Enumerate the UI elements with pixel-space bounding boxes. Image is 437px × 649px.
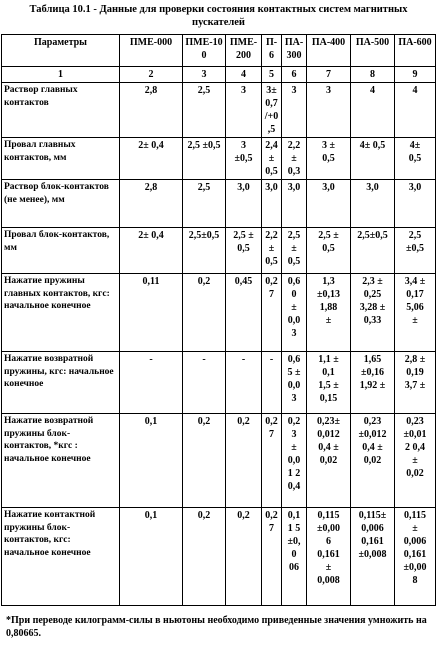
value-cell: 3,0 [395,180,436,228]
header-model: П-6 [262,35,282,67]
value-cell: 1,1 ± 0,1 1,5 ± 0,15 [307,352,351,414]
value-cell: 3 ± 0,5 [307,138,351,180]
table-row [2,83,436,138]
value-cell: 0,115± 0,006 0,161 ±0,008 [351,508,395,606]
value-cell: 0,2 7 [262,274,282,352]
column-number: 8 [351,67,395,83]
value-cell: 2,3 ± 0,25 3,28 ± 0,33 [351,274,395,352]
value-cell: 3,0 [226,180,262,228]
table-row [2,274,436,352]
column-number: 3 [183,67,226,83]
value-cell: 2,5 ± 0,5 [282,228,307,274]
value-cell: 2,5 ±0,5 [395,228,436,274]
value-cell: 2,5 ± 0,5 [226,228,262,274]
parameter-name: Раствор главных контактов [2,83,120,138]
table-caption: Таблица 10.1 - Данные для проверки состояния контактных систем магнитных пускателей [29,4,408,28]
value-cell: 0,2 [183,508,226,606]
header-parameters: Параметры [2,35,120,67]
value-cell: 2,8 [120,180,183,228]
footnote: *При переводе килограмм-силы в ньютоны необходимо приведенные значения умножить на 0,80665. [6,615,427,639]
value-cell: 2± 0,4 [120,138,183,180]
value-cell: 3,0 [351,180,395,228]
value-cell: - [183,352,226,414]
value-cell: 0,45 [226,274,262,352]
value-cell: 0,1 [120,414,183,508]
value-cell: 0,115 ± 0,006 0,161 ±0,00 8 [395,508,436,606]
value-cell: 2,5 [183,83,226,138]
contact-data-table [1,34,436,606]
header-row [2,35,436,67]
value-cell: 2,5±0,5 [351,228,395,274]
value-cell: 3±0,7/+0,5 [262,83,282,138]
value-cell: 0,2 [183,414,226,508]
column-number: 6 [282,67,307,83]
value-cell: 0,6 0 ± 0,0 3 [282,274,307,352]
value-cell: 2,2 ± 0,3 [282,138,307,180]
value-cell: 3,0 [262,180,282,228]
value-cell: 4 [351,83,395,138]
value-cell: 3 [282,83,307,138]
value-cell: 2,5 ± 0,5 [307,228,351,274]
value-cell: 0,1 [120,508,183,606]
value-cell: 3 ±0,5 [226,138,262,180]
value-cell: 2,8 [120,83,183,138]
value-cell: 0,11 [120,274,183,352]
value-cell: 4± 0,5 [351,138,395,180]
value-cell: 3 [307,83,351,138]
column-number: 1 [2,67,120,83]
value-cell: 3,0 [282,180,307,228]
value-cell: 1,65 ±0,16 1,92 ± [351,352,395,414]
value-cell: 4± 0,5 [395,138,436,180]
value-cell: 1,3 ±0,13 1,88 ± [307,274,351,352]
value-cell: - [226,352,262,414]
value-cell: 0,6 5 ± 0,0 3 [282,352,307,414]
value-cell: 0,2 7 [262,508,282,606]
table-row [2,414,436,508]
table-row [2,180,436,228]
header-model: ПА-300 [282,35,307,67]
value-cell: - [120,352,183,414]
value-cell: 2,8 ± 0,19 3,7 ± [395,352,436,414]
header-model: ПА-600 [395,35,436,67]
value-cell: 2,4 ± 0,5 [262,138,282,180]
table-row [2,138,436,180]
header-model: ПМЕ-100 [183,35,226,67]
value-cell: - [262,352,282,414]
parameter-name: Раствор блок-контактов (не менее), мм [2,180,120,228]
column-number: 7 [307,67,351,83]
header-model: ПА-500 [351,35,395,67]
parameter-name: Провал блок-контактов, мм [2,228,120,274]
value-cell: 0,2 [226,508,262,606]
value-cell: 2,2 ± 0,5 [262,228,282,274]
value-cell: 3,0 [307,180,351,228]
header-model: ПМЕ-200 [226,35,262,67]
column-number: 2 [120,67,183,83]
value-cell: 3 [226,83,262,138]
value-cell: 0,2 [226,414,262,508]
value-cell: 0,1 1 5 ±0, 0 06 [282,508,307,606]
table-row [2,508,436,606]
parameter-name: Нажатие контактной пружины блок-контактов, кгс: начальное конечное [2,508,120,606]
parameter-name: Нажатие возвратной пружины, кгс: начальное конечное [2,352,120,414]
value-cell: 3,4 ± 0,17 5,06 ± [395,274,436,352]
column-number: 9 [395,67,436,83]
value-cell: 2± 0,4 [120,228,183,274]
value-cell: 0,23 ±0,01 2 0,4 ± 0,02 [395,414,436,508]
value-cell: 2,5 [183,180,226,228]
value-cell: 2,5±0,5 [183,228,226,274]
value-cell: 0,23 ±0,012 0,4 ± 0,02 [351,414,395,508]
header-model: ПА-400 [307,35,351,67]
value-cell: 0,23± 0,012 0,4 ± 0,02 [307,414,351,508]
column-number: 5 [262,67,282,83]
value-cell: 4 [395,83,436,138]
value-cell: 2,5 ±0,5 [183,138,226,180]
header-model: ПМЕ-000 [120,35,183,67]
parameter-name: Нажатие возвратной пружины блок- контактов, *кгс : начальное конечное [2,414,120,508]
parameter-name: Нажатие пружины главных контактов, кгс: начальное конечное [2,274,120,352]
parameter-name: Провал главных контактов, мм [2,138,120,180]
column-number-row [2,67,436,83]
table-row [2,228,436,274]
value-cell: 0,2 3 ± 0,0 1 2 0,4 [282,414,307,508]
column-number: 4 [226,67,262,83]
value-cell: 0,115 ±0,00 6 0,161 ± 0,008 [307,508,351,606]
value-cell: 0,2 [183,274,226,352]
value-cell: 0,2 7 [262,414,282,508]
table-row [2,352,436,414]
